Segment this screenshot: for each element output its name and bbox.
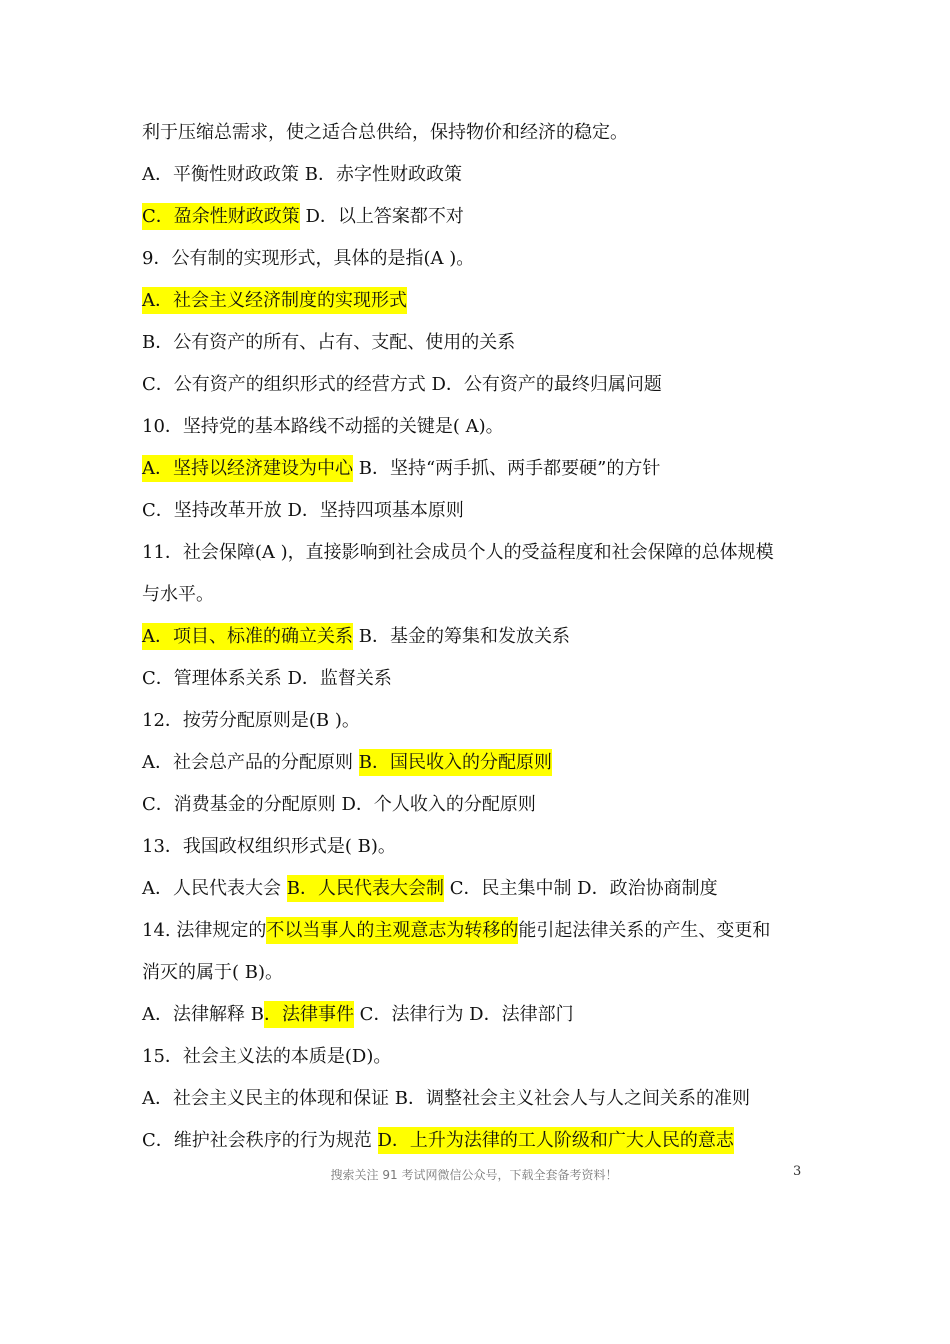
text-segment: C．法律行为 D．法律部门 xyxy=(353,1004,574,1025)
document-body xyxy=(142,112,822,1162)
text-line xyxy=(142,910,822,952)
text-line xyxy=(142,868,822,910)
text-line xyxy=(142,1036,822,1078)
text-segment: B．公有资产的所有、占有、支配、使用的关系 xyxy=(142,332,516,353)
text-line xyxy=(142,112,822,154)
text-line xyxy=(142,322,822,364)
text-segment: C．消费基金的分配原则 D．个人收入的分配原则 xyxy=(142,794,536,815)
text-segment: 能引起法律关系的产生、变更和 xyxy=(518,920,771,941)
text-line xyxy=(142,280,822,322)
highlighted-answer: 不以当事人的主观意志为转移的 xyxy=(266,917,518,944)
text-line xyxy=(142,994,822,1036)
text-line xyxy=(142,196,822,238)
text-line xyxy=(142,574,822,616)
text-segment: A．平衡性财政政策 B．赤字性财政政策 xyxy=(142,164,462,185)
text-segment: A．社会主义民主的体现和保证 B．调整社会主义社会人与人之间关系的准则 xyxy=(142,1088,750,1109)
text-line xyxy=(142,826,822,868)
text-segment: 利于压缩总需求，使之适合总供给，保持物价和经济的稳定。 xyxy=(142,122,628,143)
text-segment: C．维护社会秩序的行为规范 xyxy=(142,1130,378,1151)
text-line xyxy=(142,364,822,406)
highlighted-answer: A．社会主义经济制度的实现形式 xyxy=(142,287,407,314)
text-segment: C．管理体系关系 D．监督关系 xyxy=(142,668,392,689)
text-line xyxy=(142,952,822,994)
text-segment: C．民主集中制 D．政治协商制度 xyxy=(443,878,718,899)
text-segment: 11．社会保障(A )，直接影响到社会成员个人的受益程度和社会保障的总体规模 xyxy=(142,542,774,563)
text-segment: B．坚持“两手抓、两手都要硬”的方针 xyxy=(353,458,661,479)
highlighted-answer: A．项目、标准的确立关系 xyxy=(142,623,353,650)
text-line xyxy=(142,700,822,742)
text-segment: 15．社会主义法的本质是(D)。 xyxy=(142,1046,392,1067)
page-number: 3 xyxy=(793,1164,802,1179)
text-line xyxy=(142,154,822,196)
text-line xyxy=(142,658,822,700)
text-segment: 9．公有制的实现形式，具体的是指(A )。 xyxy=(142,248,475,269)
text-segment: 10．坚持党的基本路线不动摇的关键是( A)。 xyxy=(142,416,504,437)
text-segment: 14. 法律规定的 xyxy=(142,920,267,941)
text-segment: A．人民代表大会 xyxy=(142,878,287,899)
text-line xyxy=(142,532,822,574)
text-segment: C．坚持改革开放 D．坚持四项基本原则 xyxy=(142,500,464,521)
text-segment: 12．按劳分配原则是(B )。 xyxy=(142,710,360,731)
text-segment: 13．我国政权组织形式是( B)。 xyxy=(142,836,396,857)
text-line xyxy=(142,238,822,280)
text-line xyxy=(142,784,822,826)
text-line xyxy=(142,1078,822,1120)
text-segment: C．公有资产的组织形式的经营方式 D．公有资产的最终归属问题 xyxy=(142,374,662,395)
highlighted-answer: A．坚持以经济建设为中心 xyxy=(142,455,353,482)
highlighted-answer: C．盈余性财政政策 xyxy=(142,203,300,230)
text-line xyxy=(142,742,822,784)
text-line xyxy=(142,448,822,490)
highlighted-answer: ．法律事件 xyxy=(264,1001,354,1028)
page-footer: 搜索关注 91 考试网微信公众号，下载全套备考资料！ xyxy=(330,1168,618,1182)
highlighted-answer: B．国民收入的分配原则 xyxy=(359,749,552,776)
text-segment: A．法律解释 B xyxy=(142,1004,264,1025)
text-line xyxy=(142,490,822,532)
highlighted-answer: D．上升为法律的工人阶级和广大人民的意志 xyxy=(378,1127,734,1154)
text-segment: 消灭的属于( B)。 xyxy=(142,962,283,983)
highlighted-answer: B．人民代表大会制 xyxy=(287,875,444,902)
text-segment: D．以上答案都不对 xyxy=(299,206,464,227)
text-segment: B．基金的筹集和发放关系 xyxy=(353,626,570,647)
text-segment: 与水平。 xyxy=(142,584,214,605)
text-line xyxy=(142,406,822,448)
text-line xyxy=(142,616,822,658)
text-line xyxy=(142,1120,822,1162)
text-segment: A．社会总产品的分配原则 xyxy=(142,752,359,773)
